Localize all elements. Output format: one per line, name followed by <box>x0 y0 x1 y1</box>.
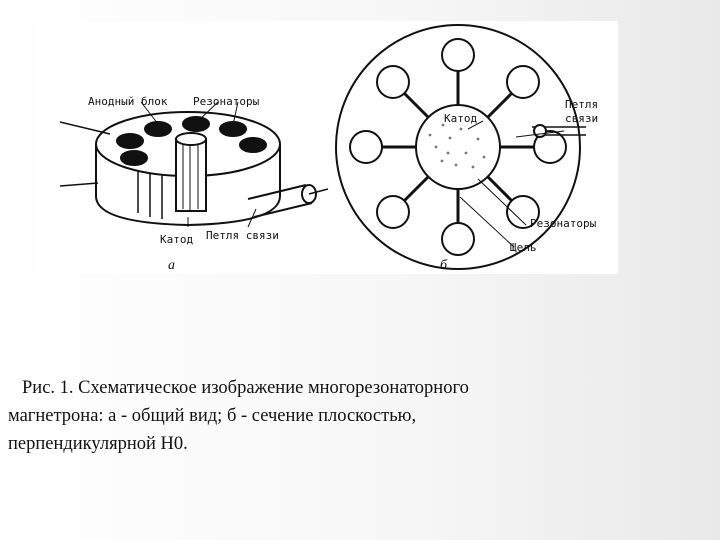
label-cathode-a: Катод <box>160 233 194 246</box>
drawing-a-general-view <box>60 102 328 227</box>
sublabel-b: б <box>440 258 448 273</box>
label-resonators-a: Резонаторы <box>193 95 260 108</box>
caption-line-3: перпендикулярной H0. <box>8 434 188 454</box>
cathode-cloud <box>429 124 486 169</box>
label-coupling-loop-b-line1: Петля <box>565 98 599 111</box>
label-coupling-loop-a: Петля связи <box>206 229 279 242</box>
caption-line-1: Рис. 1. Схематическое изображение многорезонаторного <box>22 378 469 398</box>
label-anode-block: Анодный блок <box>88 95 168 108</box>
caption-line-2: магнетрона: а - общий вид; б - сечение плоскостью, <box>8 406 417 426</box>
label-cathode-b: Катод <box>444 112 478 125</box>
label-resonators-b: Резонаторы <box>530 217 597 230</box>
figure-caption <box>8 374 618 458</box>
magnetron-figure <box>38 21 618 274</box>
figure-panel <box>38 21 618 274</box>
sublabel-a: а <box>168 258 175 273</box>
drawing-b-cross-section <box>336 25 586 269</box>
label-coupling-loop-b-line2: связи <box>565 112 599 125</box>
label-slot: Щель <box>510 241 537 254</box>
